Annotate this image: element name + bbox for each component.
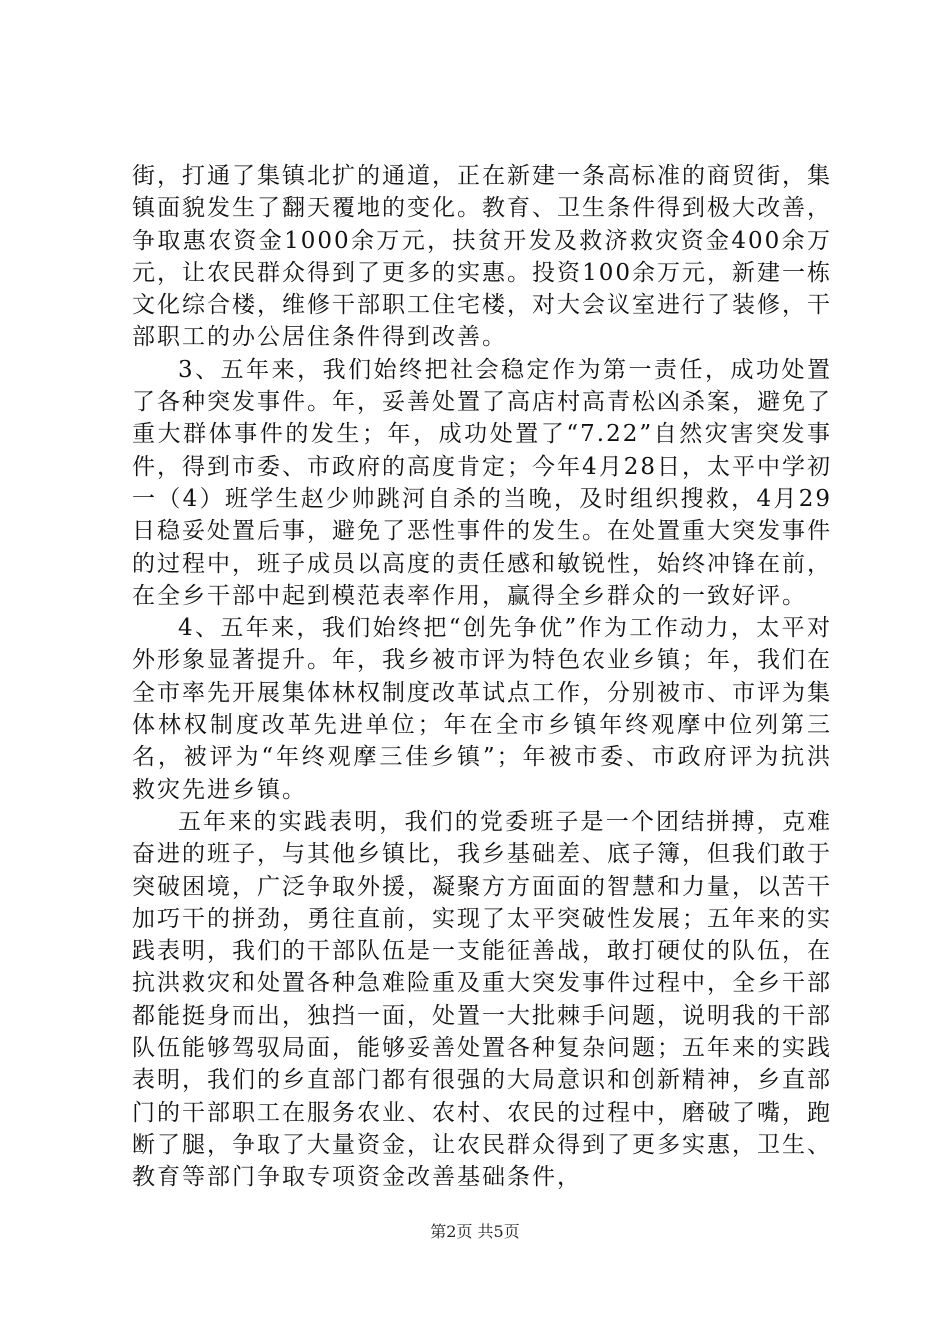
page-footer: 第2页 共5页 xyxy=(430,1222,520,1241)
paragraph-social-stability: 3、五年来，我们始终把社会稳定作为第一责任，成功处置了各种突发事件。年，妥善处置了高店村高青松凶杀案，避免了重大群体事件的发生；年，成功处置了“7.22”自然灾害突发事件，得到市委、市政府的高度肯定；今年4月28日，太平中学初一（4）班学生赵少帅跳河自杀的当晚，及时组织搜救，4月29日稳妥处置后事，避免了恶性事件的发生。在处置重大突发事件的过程中，班子成员以高度的责任感和敏锐性，始终冲锋在前，在全乡干部中起到模范表率作用，赢得全乡群众的一致好评。 xyxy=(132,356,832,609)
paragraph-practice-summary: 五年来的实践表明，我们的党委班子是一个团结拼搏，克难奋进的班子，与其他乡镇比，我乡基础差、底子簿，但我们敢于突破困境，广泛争取外援，凝聚方方面面的智慧和力量，以苦干加巧干的拼劲，勇往直前，实现了太平突破性发展；五年来的实践表明，我们的干部队伍是一支能征善战，敢打硬仗的队伍，在抗洪救灾和处置各种急难险重及重大突发事件过程中，全乡干部都能挺身而出，独挡一面，处置一大批棘手问题，说明我的干部队伍能够驾驭局面，能够妥善处置各种复杂问题；五年来的实践表明，我们的乡直部门都有很强的大局意识和创新精神，乡直部门的干部职工在服务农业、农村、农民的过程中，磨破了嘴，跑断了腿，争取了大量资金，让农民群众得到了更多实惠，卫生、教育等部门争取专项资金改善基础条件， xyxy=(132,808,832,1191)
paragraph-chuangxian-zhengyou: 4、五年来，我们始终把“创先争优”作为工作动力，太平对外形象显著提升。年，我乡被市评为特色农业乡镇；年，我们在全市率先开展集体林权制度改革试点工作，分别被市、市评为集体林权制度改革先进单位；年在全市乡镇年终观摩中位列第三名，被评为“年终观摩三佳乡镇”；年被市委、市政府评为抗洪救灾先进乡镇。 xyxy=(132,615,832,803)
paragraph-continuation: 街，打通了集镇北扩的通道，正在新建一条高标准的商贸街，集镇面貌发生了翻天覆地的变化。教育、卫生条件得到极大改善，争取惠农资金1000余万元，扶贫开发及救济救灾资金400余万元，让农民群众得到了更多的实惠。投资100余万元，新建一栋文化综合楼，维修干部职工住宅楼，对大会议室进行了装修，干部职工的办公居住条件得到改善。 xyxy=(132,163,832,351)
document-body xyxy=(132,160,832,1194)
